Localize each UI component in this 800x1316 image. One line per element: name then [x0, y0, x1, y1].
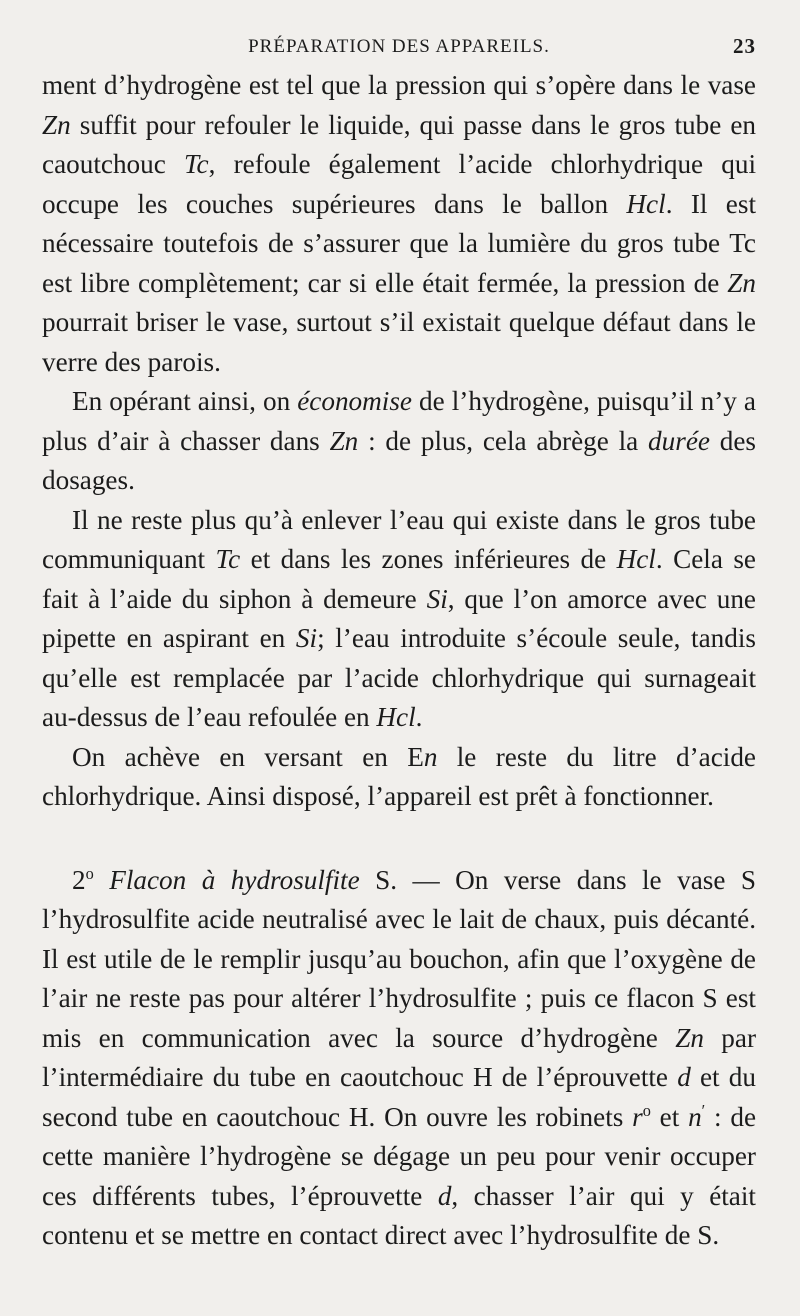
text-run: : de cette manière l’hydrogène se dégage un peu pour venir occuper ces différents tubes, l’éprouvette — [42, 1101, 757, 1211]
text-run: S. — On verse dans le vase S l’hydrosulfite acide neutralisé avec le lait de chaux, puis décanté. Il est utile de le remplir jusqu’au bouchon, afin que l’oxygène de l’air ne reste pas pour altérer l’hydrosulfite ; puis ce flacon S est mis en communication avec la source d’hydrogène — [42, 864, 756, 1053]
paragraph — [42, 501, 756, 738]
superscript: o — [642, 1100, 651, 1120]
text-run: On achève en versant en E — [72, 741, 424, 772]
text-run: . Il est nécessaire toutefois de s’assurer que la lumière du gros tube Tc est libre complètement; car si elle était fermée, la pression de — [42, 188, 756, 298]
italic-text: durée — [648, 425, 710, 456]
text-run: . — [415, 702, 423, 732]
italic-text: économise — [297, 386, 412, 416]
italic-text: Hcl — [616, 544, 656, 574]
italic-text: Hcl — [376, 702, 416, 732]
italic-text: Flacon à hydrosulfite — [109, 864, 360, 895]
italic-text: Zn — [42, 109, 71, 140]
text-run: , refoule également l’acide chlorhydrique qui occupe les couches supérieures dans le ballon — [42, 149, 756, 219]
text-run: par l’intermédiaire du tube en caoutchouc H de l’éprouvette — [42, 1022, 756, 1092]
italic-text: d — [677, 1062, 691, 1092]
text-run: pourrait briser le vase, surtout s’il existait quelque défaut dans le verre des parois. — [42, 307, 756, 377]
page-number: 23 — [733, 34, 756, 58]
text-run: , chasser l’air qui y était contenu et se mettre en contact direct avec l’hydrosulfite de S. — [42, 1180, 756, 1250]
italic-text: Zn — [329, 425, 359, 456]
paragraph — [42, 738, 756, 817]
text-run: de l’hydrogène, puisqu’il n’y a plus d’air à chasser dans — [42, 386, 757, 456]
italic-text: Zn — [675, 1022, 704, 1053]
text-run: . Cela se fait à l’aide du siphon à demeure — [42, 544, 756, 614]
body-text — [42, 66, 756, 1256]
italic-text: r — [632, 1101, 643, 1132]
paragraph — [42, 382, 756, 501]
superscript: ′ — [701, 1100, 706, 1120]
text-run: En opérant ainsi, on — [72, 386, 298, 416]
running-title: PRÉPARATION DES APPAREILS. — [248, 36, 550, 57]
text-run: ment d’hydrogène est tel que la pression qui s’opère dans le vase — [42, 70, 756, 100]
text-run: et dans les zones inférieures de — [240, 544, 617, 574]
paragraph — [42, 861, 756, 1256]
text-run — [94, 865, 109, 895]
running-head — [42, 26, 756, 66]
text-run: suffit pour refouler le liquide, qui passe dans le gros tube en caoutchouc — [42, 109, 756, 179]
italic-text: n — [688, 1101, 702, 1132]
italic-text: Si — [426, 583, 448, 614]
text-run: et — [650, 1101, 689, 1132]
text-run: et du second tube en caoutchouc H. On ouvre les robinets — [42, 1062, 756, 1132]
italic-text: Hcl — [626, 188, 666, 219]
text-run: : de plus, cela abrège la — [358, 425, 649, 456]
italic-text: Tc — [215, 544, 241, 574]
superscript: o — [85, 863, 94, 883]
text-run: le reste du litre d’acide chlorhydrique. Ainsi disposé, l’appareil est prêt à fonctionner. — [42, 741, 756, 811]
text-run: 2 — [72, 864, 86, 895]
italic-text: Zn — [727, 267, 756, 298]
italic-text: Si — [295, 623, 318, 653]
italic-text: Tc — [183, 149, 209, 179]
italic-text: n — [423, 741, 438, 772]
paragraph — [42, 66, 756, 382]
text-run: ; l’eau introduite s’écoule seule, tandis qu’elle est remplacée par l’acide chlorhydrique qui surnageait au-dessus de l’eau refoulée en — [42, 623, 756, 732]
text-run: Il ne reste plus qu’à enlever l’eau qui existe dans le gros tube communiquant — [42, 504, 756, 574]
text-run: , que l’on amorce avec une pipette en aspirant en — [42, 583, 756, 653]
italic-text: d — [437, 1180, 452, 1211]
text-run: des dosages. — [42, 425, 756, 495]
